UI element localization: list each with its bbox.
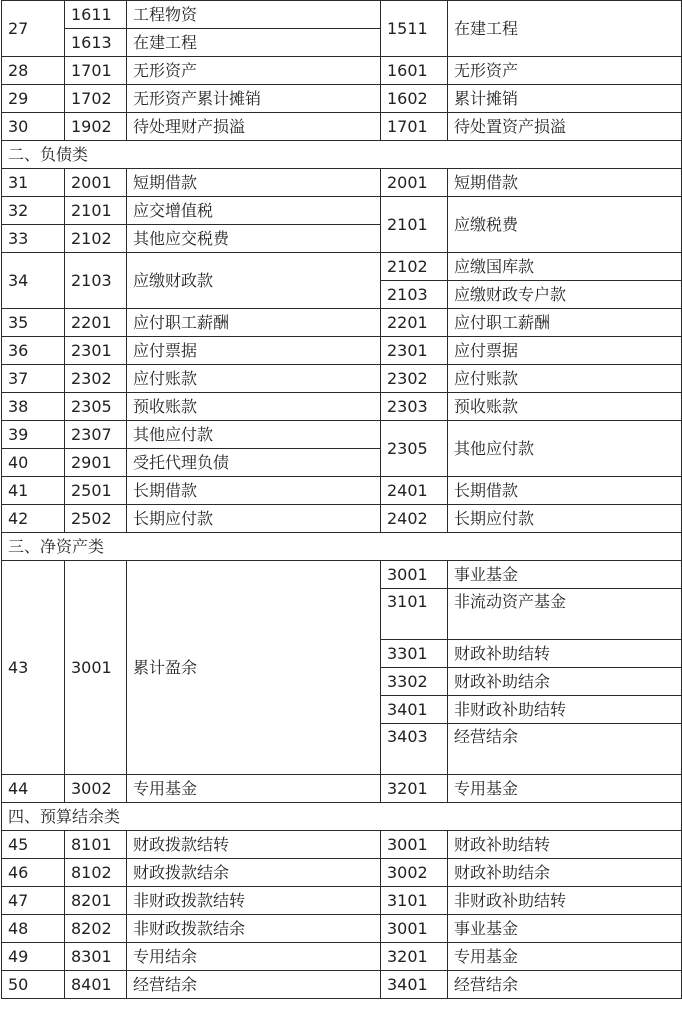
- table-row: [2, 1, 682, 29]
- new-code: 3101: [381, 589, 448, 640]
- new-name: 累计摊销: [448, 85, 682, 113]
- table-row: [2, 57, 682, 85]
- row-number: 41: [2, 477, 65, 505]
- new-name: 短期借款: [448, 169, 682, 197]
- new-name: 无形资产: [448, 57, 682, 85]
- old-name: 待处理财产损溢: [127, 113, 381, 141]
- new-code: 2401: [381, 477, 448, 505]
- new-code: 1602: [381, 85, 448, 113]
- row-number: 34: [2, 253, 65, 309]
- new-name: 非财政补助结转: [448, 887, 682, 915]
- row-number: 48: [2, 915, 65, 943]
- new-name: 财政补助结余: [448, 859, 682, 887]
- new-name: 财政补助结余: [448, 668, 682, 696]
- old-code: 2502: [65, 505, 127, 533]
- new-code: 2301: [381, 337, 448, 365]
- new-name: 应付账款: [448, 365, 682, 393]
- old-code: 8401: [65, 971, 127, 999]
- row-number: 31: [2, 169, 65, 197]
- old-code: 2201: [65, 309, 127, 337]
- row-number: 39: [2, 421, 65, 449]
- section-row: [2, 533, 682, 561]
- old-name: 其他应交税费: [127, 225, 381, 253]
- row-number: 36: [2, 337, 65, 365]
- section-row: [2, 141, 682, 169]
- row-number: 45: [2, 831, 65, 859]
- new-code: 2303: [381, 393, 448, 421]
- table-row: [2, 915, 682, 943]
- old-name: 受托代理负债: [127, 449, 381, 477]
- old-code: 8102: [65, 859, 127, 887]
- new-code: 2102: [381, 253, 448, 281]
- new-code: 3101: [381, 887, 448, 915]
- old-code: 3001: [65, 561, 127, 775]
- row-number: 43: [2, 561, 65, 775]
- section-row: [2, 803, 682, 831]
- new-code: 2402: [381, 505, 448, 533]
- old-code: 3002: [65, 775, 127, 803]
- new-code: 2305: [381, 421, 448, 477]
- old-name: 专用结余: [127, 943, 381, 971]
- old-name: 长期借款: [127, 477, 381, 505]
- new-code: 3001: [381, 915, 448, 943]
- old-code: 2302: [65, 365, 127, 393]
- new-code: 3403: [381, 724, 448, 775]
- table-row: [2, 887, 682, 915]
- row-number: 32: [2, 197, 65, 225]
- row-number: 50: [2, 971, 65, 999]
- row-number: 46: [2, 859, 65, 887]
- new-name: 经营结余: [448, 971, 682, 999]
- old-name: 应付票据: [127, 337, 381, 365]
- old-code: 1611: [65, 1, 127, 29]
- old-code: 1613: [65, 29, 127, 57]
- section-heading: 二、负债类: [2, 141, 682, 169]
- old-name: 应付账款: [127, 365, 381, 393]
- old-name: 非财政拨款结余: [127, 915, 381, 943]
- old-code: 2307: [65, 421, 127, 449]
- new-name: 财政补助结转: [448, 831, 682, 859]
- old-name: 工程物资: [127, 1, 381, 29]
- row-number: 29: [2, 85, 65, 113]
- new-code: 2103: [381, 281, 448, 309]
- account-mapping-table: [1, 0, 682, 999]
- old-name: 预收账款: [127, 393, 381, 421]
- table-row: [2, 505, 682, 533]
- table-row: [2, 971, 682, 999]
- row-number: 27: [2, 1, 65, 57]
- new-name: 长期应付款: [448, 505, 682, 533]
- new-name: 事业基金: [448, 561, 682, 589]
- row-number: 44: [2, 775, 65, 803]
- table-row: [2, 477, 682, 505]
- table-row: [2, 309, 682, 337]
- old-code: 2305: [65, 393, 127, 421]
- old-code: 8301: [65, 943, 127, 971]
- new-code: 3401: [381, 696, 448, 724]
- old-name: 财政拨款结转: [127, 831, 381, 859]
- table-row: [2, 365, 682, 393]
- old-code: 2102: [65, 225, 127, 253]
- old-code: 2001: [65, 169, 127, 197]
- old-name: 长期应付款: [127, 505, 381, 533]
- new-name: 非财政补助结转: [448, 696, 682, 724]
- new-code: 1511: [381, 1, 448, 57]
- new-code: 3201: [381, 943, 448, 971]
- table-row: [2, 85, 682, 113]
- old-name: 应缴财政款: [127, 253, 381, 309]
- table-row: [2, 253, 682, 281]
- old-code: 1701: [65, 57, 127, 85]
- row-number: 49: [2, 943, 65, 971]
- table-row: [2, 421, 682, 449]
- row-number: 28: [2, 57, 65, 85]
- table-row: [2, 169, 682, 197]
- row-number: 33: [2, 225, 65, 253]
- row-number: 37: [2, 365, 65, 393]
- new-code: 2101: [381, 197, 448, 253]
- section-heading: 三、净资产类: [2, 533, 682, 561]
- new-name: 在建工程: [448, 1, 682, 57]
- new-code: 3301: [381, 640, 448, 668]
- new-code: 2201: [381, 309, 448, 337]
- new-code: 2302: [381, 365, 448, 393]
- new-name: 其他应付款: [448, 421, 682, 477]
- new-code: 3002: [381, 859, 448, 887]
- new-name: 应缴财政专户款: [448, 281, 682, 309]
- row-number: 47: [2, 887, 65, 915]
- old-code: 2103: [65, 253, 127, 309]
- new-name: 财政补助结转: [448, 640, 682, 668]
- table-row: [2, 859, 682, 887]
- old-name: 应付职工薪酬: [127, 309, 381, 337]
- old-name: 累计盈余: [127, 561, 381, 775]
- new-name: 应缴国库款: [448, 253, 682, 281]
- new-name: 专用基金: [448, 943, 682, 971]
- row-number: 40: [2, 449, 65, 477]
- old-code: 2901: [65, 449, 127, 477]
- old-name: 经营结余: [127, 971, 381, 999]
- old-name: 应交增值税: [127, 197, 381, 225]
- old-code: 2101: [65, 197, 127, 225]
- row-number: 35: [2, 309, 65, 337]
- old-name: 其他应付款: [127, 421, 381, 449]
- new-code: 3201: [381, 775, 448, 803]
- old-code: 8201: [65, 887, 127, 915]
- old-name: 非财政拨款结转: [127, 887, 381, 915]
- new-code: 1601: [381, 57, 448, 85]
- section-heading: 四、预算结余类: [2, 803, 682, 831]
- new-code: 3302: [381, 668, 448, 696]
- row-number: 38: [2, 393, 65, 421]
- new-code: 3401: [381, 971, 448, 999]
- table-row: [2, 113, 682, 141]
- old-code: 1902: [65, 113, 127, 141]
- table-row: [2, 943, 682, 971]
- table-row: [2, 197, 682, 225]
- new-name: 预收账款: [448, 393, 682, 421]
- old-code: 8101: [65, 831, 127, 859]
- old-name: 短期借款: [127, 169, 381, 197]
- new-name: 非流动资产基金: [448, 589, 682, 640]
- table-row: [2, 337, 682, 365]
- old-name: 无形资产: [127, 57, 381, 85]
- new-name: 经营结余: [448, 724, 682, 775]
- old-name: 专用基金: [127, 775, 381, 803]
- new-name: 长期借款: [448, 477, 682, 505]
- table-row: [2, 831, 682, 859]
- new-name: 待处置资产损溢: [448, 113, 682, 141]
- new-code: 3001: [381, 831, 448, 859]
- new-name: 应缴税费: [448, 197, 682, 253]
- old-code: 2301: [65, 337, 127, 365]
- table-row: [2, 393, 682, 421]
- new-name: 应付职工薪酬: [448, 309, 682, 337]
- old-code: 8202: [65, 915, 127, 943]
- new-code: 3001: [381, 561, 448, 589]
- old-code: 1702: [65, 85, 127, 113]
- new-code: 2001: [381, 169, 448, 197]
- old-name: 财政拨款结余: [127, 859, 381, 887]
- new-name: 专用基金: [448, 775, 682, 803]
- row-number: 30: [2, 113, 65, 141]
- table-row: [2, 561, 682, 589]
- old-code: 2501: [65, 477, 127, 505]
- old-name: 在建工程: [127, 29, 381, 57]
- table-row: [2, 775, 682, 803]
- new-name: 应付票据: [448, 337, 682, 365]
- old-name: 无形资产累计摊销: [127, 85, 381, 113]
- row-number: 42: [2, 505, 65, 533]
- new-code: 1701: [381, 113, 448, 141]
- new-name: 事业基金: [448, 915, 682, 943]
